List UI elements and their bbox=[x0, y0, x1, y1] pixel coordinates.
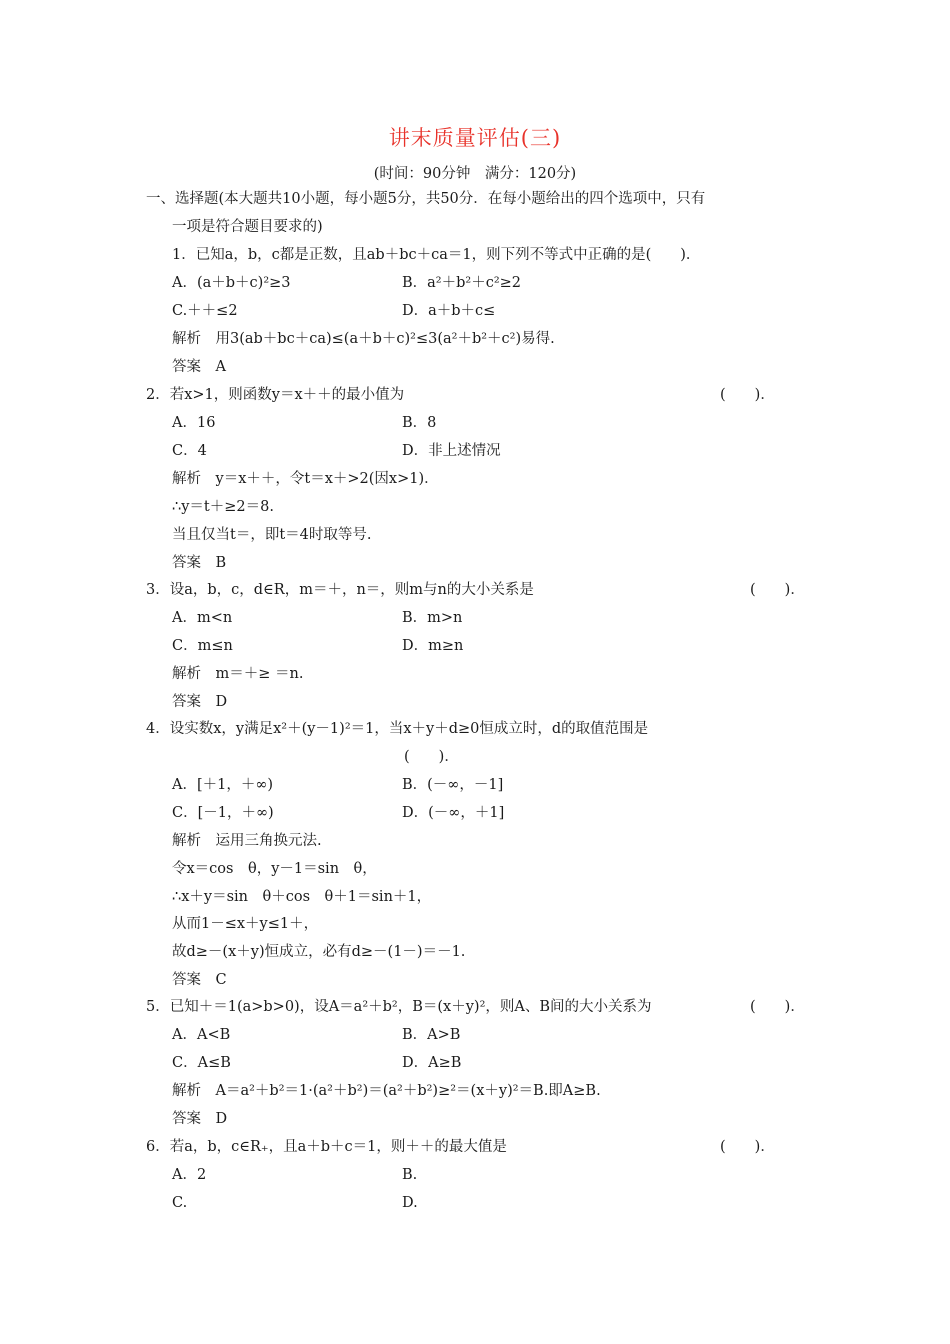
question-6-option-c: C. bbox=[172, 1195, 188, 1211]
question-5-analysis: 解析 A＝a²＋b²＝1·(a²＋b²)＝(a²＋b²)≥²＝(x＋y)²＝B.即A≥B. bbox=[172, 1083, 601, 1099]
question-2-option-c: C．4 bbox=[172, 443, 207, 459]
section-heading-cont: 一项是符合题目要求的) bbox=[172, 219, 323, 235]
question-4-analysis: 故d≥－(x＋y)恒成立，必有d≥－(1－)＝－1. bbox=[172, 944, 466, 960]
question-1-option-a: A．(a＋b＋c)²≥3 bbox=[172, 275, 291, 291]
question-3-stem: 3．设a，b，c，d∈R，m＝＋，n＝，则m与n的大小关系是 bbox=[146, 582, 534, 598]
question-4-analysis: 解析 运用三角换元法. bbox=[172, 833, 322, 849]
question-2-analysis: ∴y＝t＋≥2＝8. bbox=[172, 499, 274, 515]
question-5-option-d: D．A≥B bbox=[402, 1055, 462, 1071]
question-4-option-a: A．[＋1，＋∞) bbox=[172, 777, 274, 793]
question-4-option-b: B．(－∞，－1] bbox=[402, 777, 504, 793]
question-2-analysis: 当且仅当t＝，即t＝4时取等号. bbox=[172, 527, 372, 543]
exam-info: (时间：90分钟 满分：120分) bbox=[373, 166, 577, 182]
question-3-answer: 答案 D bbox=[172, 694, 228, 710]
question-4-analysis: 从而1－≤x＋y≤1＋， bbox=[172, 916, 319, 932]
question-3-answer-blank: ( )． bbox=[750, 582, 805, 598]
question-2-option-b: B．8 bbox=[402, 415, 437, 431]
question-1-option-d: D．a＋b＋c≤ bbox=[402, 303, 496, 319]
question-6-option-a: A．2 bbox=[172, 1167, 207, 1183]
question-2-analysis: 解析 y＝x＋＋，令t＝x＋>2(因x>1)． bbox=[172, 471, 439, 487]
question-6-stem: 6．若a，b，c∈R₊，且a＋b＋c＝1，则＋＋的最大值是 bbox=[146, 1139, 507, 1155]
question-5-option-a: A．A<B bbox=[172, 1027, 231, 1043]
question-2-option-d: D．非上述情况 bbox=[402, 443, 501, 459]
question-2-stem: 2．若x>1，则函数y＝x＋＋的最小值为 bbox=[146, 387, 405, 403]
question-5-answer: 答案 D bbox=[172, 1111, 228, 1127]
question-5-stem: 5．已知＋＝1(a>b>0)，设A＝a²＋b²，B＝(x＋y)²，则A、B间的大小关系为 bbox=[146, 999, 652, 1015]
question-1-option-c: C.＋＋≤2 bbox=[172, 303, 238, 319]
question-5-option-c: C．A≤B bbox=[172, 1055, 231, 1071]
question-4-option-d: D．(－∞，＋1] bbox=[402, 805, 505, 821]
question-4-stem: 4．设实数x，y满足x²＋(y－1)²＝1，当x＋y＋d≥0恒成立时，d的取值范围是 bbox=[146, 721, 649, 737]
question-5-answer-blank: ( )． bbox=[750, 999, 805, 1015]
question-4-answer: 答案 C bbox=[172, 972, 227, 988]
question-4-analysis: 令x＝cos θ，y－1＝sin θ， bbox=[172, 861, 377, 877]
question-2-answer-blank: ( )． bbox=[720, 387, 775, 403]
question-1-analysis: 解析 用3(ab＋bc＋ca)≤(a＋b＋c)²≤3(a²＋b²＋c²)易得. bbox=[172, 331, 555, 347]
question-1-stem: 1．已知a，b，c都是正数，且ab＋bc＋ca＝1，则下列不等式中正确的是( )． bbox=[172, 247, 701, 263]
question-3-option-c: C．m≤n bbox=[172, 638, 233, 654]
question-3-option-d: D．m≥n bbox=[402, 638, 464, 654]
question-4-analysis: ∴x＋y＝sin θ＋cos θ＋1＝sin＋1， bbox=[172, 889, 432, 905]
question-2-answer: 答案 B bbox=[172, 555, 227, 571]
question-2-option-a: A．16 bbox=[172, 415, 216, 431]
question-1-answer: 答案 A bbox=[172, 359, 226, 375]
section-heading: 一、选择题(本大题共10小题，每小题5分，共50分．在每小题给出的四个选项中，只有 bbox=[146, 191, 706, 207]
page-title: 讲末质量评估(三) bbox=[388, 126, 562, 150]
question-6-answer-blank: ( )． bbox=[720, 1139, 775, 1155]
question-4-answer-blank: ( )． bbox=[404, 749, 459, 765]
question-3-option-b: B．m>n bbox=[402, 610, 463, 626]
question-6-option-d: D. bbox=[402, 1195, 418, 1211]
question-3-option-a: A．m<n bbox=[172, 610, 233, 626]
question-3-analysis: 解析 m＝＋≥ ＝n. bbox=[172, 666, 304, 682]
question-4-option-c: C．[－1，＋∞) bbox=[172, 805, 274, 821]
question-1-option-b: B．a²＋b²＋c²≥2 bbox=[402, 275, 522, 291]
question-6-option-b: B. bbox=[402, 1167, 418, 1183]
question-5-option-b: B．A>B bbox=[402, 1027, 461, 1043]
